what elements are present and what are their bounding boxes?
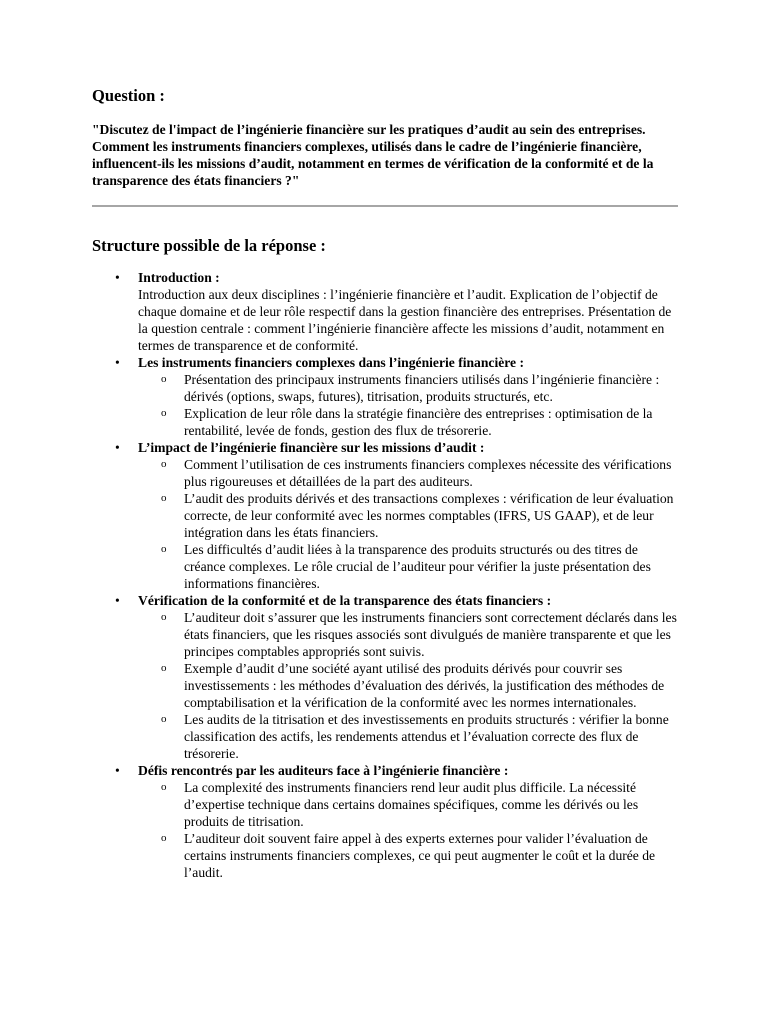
sub-list-item-text: Les audits de la titrisation et des investissements en produits structurés : vérifier la bonne classification des actifs, les rendements attendus et l’évaluation correcte des flux de trésorerie. xyxy=(184,712,669,761)
sub-list-item xyxy=(138,830,678,881)
sub-list-item-text: L’auditeur doit s’assurer que les instruments financiers sont correctement déclarés dans les états financiers, que les risques associés sont divulgués de manière transparente et que les principes comptables appropriés sont suivis. xyxy=(184,610,677,659)
sub-list-item-text: L’auditeur doit souvent faire appel à des experts externes pour valider l’évaluation de certains instruments financiers complexes, ce qui peut augmenter le coût et la durée de l’audit. xyxy=(184,831,656,880)
sub-list-item-text: L’audit des produits dérivés et des transactions complexes : vérification de leur évaluation correcte, de leur conformité avec les normes comptables (IFRS, US GAAP), et de leur intégration dans les états financiers. xyxy=(184,491,674,540)
sub-list-item xyxy=(138,405,678,439)
sub-list-item xyxy=(138,456,678,490)
sub-list-item-text: Les difficultés d’audit liées à la transparence des produits structurés ou des titres de créance complexes. Le rôle crucial de l’auditeur pour vérifier la juste présentation des informations financières. xyxy=(184,542,651,591)
document-page xyxy=(92,86,678,881)
structure-heading: Structure possible de la réponse : xyxy=(92,236,326,255)
sub-list-item xyxy=(138,541,678,592)
bullet-icon: • xyxy=(115,440,120,455)
sub-list-item-text: Exemple d’audit d’une société ayant utilisé des produits dérivés pour couvrir ses investissements : les méthodes d’évaluation des dérivés, la justification des méthodes de comptabilisation et la vérification de la conformité avec les normes internationales. xyxy=(184,661,665,710)
sub-list-item-text: La complexité des instruments financiers rend leur audit plus difficile. La nécessité d’expertise technique dans certains domaines spécifiques, comme les dérivés ou les produits de titrisation. xyxy=(184,780,639,829)
circle-bullet-icon: o xyxy=(161,662,167,674)
bullet-icon: • xyxy=(115,593,120,608)
bullet-icon: • xyxy=(115,763,120,778)
sub-list-item xyxy=(138,711,678,762)
sub-list-item xyxy=(138,779,678,830)
outline-section xyxy=(92,354,678,439)
section-title: Défis rencontrés par les auditeurs face à l’ingénierie financière : xyxy=(138,763,509,778)
bullet-icon: • xyxy=(115,355,120,370)
section-sub-list xyxy=(138,456,678,592)
outline-section xyxy=(92,592,678,762)
section-title: Introduction : xyxy=(138,270,220,285)
section-title: L’impact de l’ingénierie financière sur les missions d’audit : xyxy=(138,440,485,455)
section-title: Vérification de la conformité et de la transparence des états financiers : xyxy=(138,593,552,608)
sub-list-item xyxy=(138,609,678,660)
circle-bullet-icon: o xyxy=(161,713,167,725)
circle-bullet-icon: o xyxy=(161,407,167,419)
outline-section xyxy=(92,439,678,592)
question-heading: Question : xyxy=(92,86,165,105)
question-text: "Discutez de l'impact de l’ingénierie financière sur les pratiques d’audit au sein des entreprises. Comment les instruments financiers complexes, utilisés dans le cadre de l’ingénierie financière, influencent-ils les missions d’audit, notamment en termes de vérification de la conformité et de la transparence des états financiers ?" xyxy=(92,122,654,188)
section-title: Les instruments financiers complexes dans l’ingénierie financière : xyxy=(138,355,525,370)
sub-list-item xyxy=(138,371,678,405)
section-sub-list xyxy=(138,371,678,439)
sub-list-item-text: Présentation des principaux instruments financiers utilisés dans l’ingénierie financière : dérivés (options, swaps, futures), titrisation, produits structurés, etc. xyxy=(184,372,660,404)
sub-list-item xyxy=(138,660,678,711)
sub-list-item xyxy=(138,490,678,541)
horizontal-rule xyxy=(92,205,678,207)
circle-bullet-icon: o xyxy=(161,458,167,470)
circle-bullet-icon: o xyxy=(161,373,167,385)
circle-bullet-icon: o xyxy=(161,781,167,793)
sub-list-item-text: Comment l’utilisation de ces instruments financiers complexes nécessite des vérifications plus rigoureuses et détaillées de la part des auditeurs. xyxy=(184,457,672,489)
outline-section xyxy=(92,269,678,354)
section-body: Introduction aux deux disciplines : l’ingénierie financière et l’audit. Explication de l’objectif de chaque domaine et de leur rôle respectif dans la gestion financière des entreprises. Présentation de la question centrale : comment l’ingénierie financière affecte les missions d’audit, notamment en termes de transparence et de conformité. xyxy=(138,287,672,353)
circle-bullet-icon: o xyxy=(161,492,167,504)
outline-section xyxy=(92,762,678,881)
circle-bullet-icon: o xyxy=(161,832,167,844)
section-sub-list xyxy=(138,609,678,762)
section-sub-list xyxy=(138,779,678,881)
sub-list-item-text: Explication de leur rôle dans la stratégie financière des entreprises : optimisation de la rentabilité, levée de fonds, gestion des flux de trésorerie. xyxy=(184,406,653,438)
outline-list xyxy=(92,269,678,881)
circle-bullet-icon: o xyxy=(161,543,167,555)
circle-bullet-icon: o xyxy=(161,611,167,623)
bullet-icon: • xyxy=(115,270,120,285)
